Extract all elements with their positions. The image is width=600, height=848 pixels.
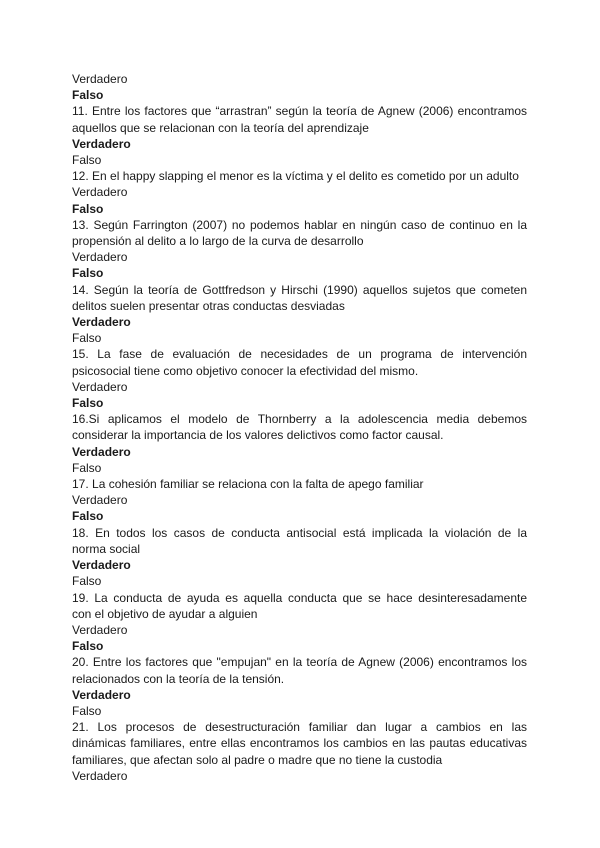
question-text <box>72 719 527 768</box>
question-text <box>72 476 527 492</box>
question-line: 12. En el happy slapping el menor es la víctima y el delito es cometido por un adulto <box>72 169 519 184</box>
question-line: 15. La fase de evaluación de necesidades de un programa de intervención <box>72 347 527 362</box>
question-line: dinámicas familiares, entre ellas encontramos los cambios en las pautas educativas <box>72 736 527 751</box>
question-line: familiares, que afectan solo al padre o madre que no tiene la custodia <box>72 752 443 767</box>
answer-option-selected: Verdadero <box>72 687 131 702</box>
question-text <box>72 654 527 686</box>
question-line: considerar la importancia de los valores delictivos como factor causal. <box>72 428 444 443</box>
answer-option: Verdadero <box>72 250 128 265</box>
question-line: 16.Si aplicamos el modelo de Thornberry a la adolescencia media debemos <box>72 412 527 427</box>
answer-option: Verdadero <box>72 622 128 637</box>
answer-option-selected: Falso <box>72 639 104 654</box>
answer-option: Falso <box>72 703 102 718</box>
answer-option: Verdadero <box>72 493 128 508</box>
question-line: 19. La conducta de ayuda es aquella conducta que se hace desinteresadamente <box>72 590 527 605</box>
question-line: 14. Según la teoría de Gottfredson y Hirschi (1990) aquellos sujetos que cometen <box>72 282 527 297</box>
answer-option-selected: Falso <box>72 88 104 103</box>
question-line: 13. Según Farrington (2007) no podemos hablar en ningún caso de continuo en la <box>72 217 527 232</box>
question-text <box>72 525 527 557</box>
question-line: 18. En todos los casos de conducta antisocial está implicada la violación de la <box>72 525 527 540</box>
answer-option: Verdadero <box>72 768 128 783</box>
answer-option: Falso <box>72 153 102 168</box>
answer-option: Verdadero <box>72 72 128 86</box>
question-text <box>72 217 527 249</box>
answer-option-selected: Falso <box>72 201 104 216</box>
answer-option: Falso <box>72 574 102 589</box>
question-line: 20. Entre los factores que "empujan" en la teoría de Agnew (2006) encontramos los <box>72 655 527 670</box>
question-line: 11. Entre los factores que “arrastran” según la teoría de Agnew (2006) encontramos <box>72 104 527 119</box>
question-line: aquellos que se relacionan con la teoría del aprendizaje <box>72 120 369 135</box>
answer-option: Verdadero <box>72 185 128 200</box>
question-text <box>72 346 527 378</box>
question-line: con el objetivo de ayudar a alguien <box>72 606 258 621</box>
question-line: propensión al delito a lo largo de la curva de desarrollo <box>72 234 364 249</box>
answer-option-selected: Verdadero <box>72 558 131 573</box>
question-line: delitos suelen presentar otras conductas desviadas <box>72 298 345 313</box>
question-text <box>72 282 527 314</box>
answer-option: Verdadero <box>72 379 128 394</box>
question-line: 21. Los procesos de desestructuración familiar dan lugar a cambios en las <box>72 720 527 735</box>
answer-option-selected: Verdadero <box>72 136 131 151</box>
question-text <box>72 103 527 135</box>
answer-option-selected: Falso <box>72 509 104 524</box>
question-line: norma social <box>72 541 141 556</box>
question-text <box>72 590 527 622</box>
question-line: psicosocial tiene como objetivo conocer la efectividad del mismo. <box>72 363 419 378</box>
answer-option-selected: Verdadero <box>72 315 131 330</box>
answer-option-selected: Verdadero <box>72 444 131 459</box>
answer-option-selected: Falso <box>72 396 104 411</box>
answer-option: Falso <box>72 460 102 475</box>
question-line: relacionados con la teoría de la tensión. <box>72 671 285 686</box>
answer-option-selected: Falso <box>72 266 104 281</box>
answer-option: Falso <box>72 331 102 346</box>
document-body <box>72 71 527 784</box>
question-text <box>72 411 527 443</box>
question-text <box>72 168 527 184</box>
question-line: 17. La cohesión familiar se relaciona con la falta de apego familiar <box>72 477 424 492</box>
